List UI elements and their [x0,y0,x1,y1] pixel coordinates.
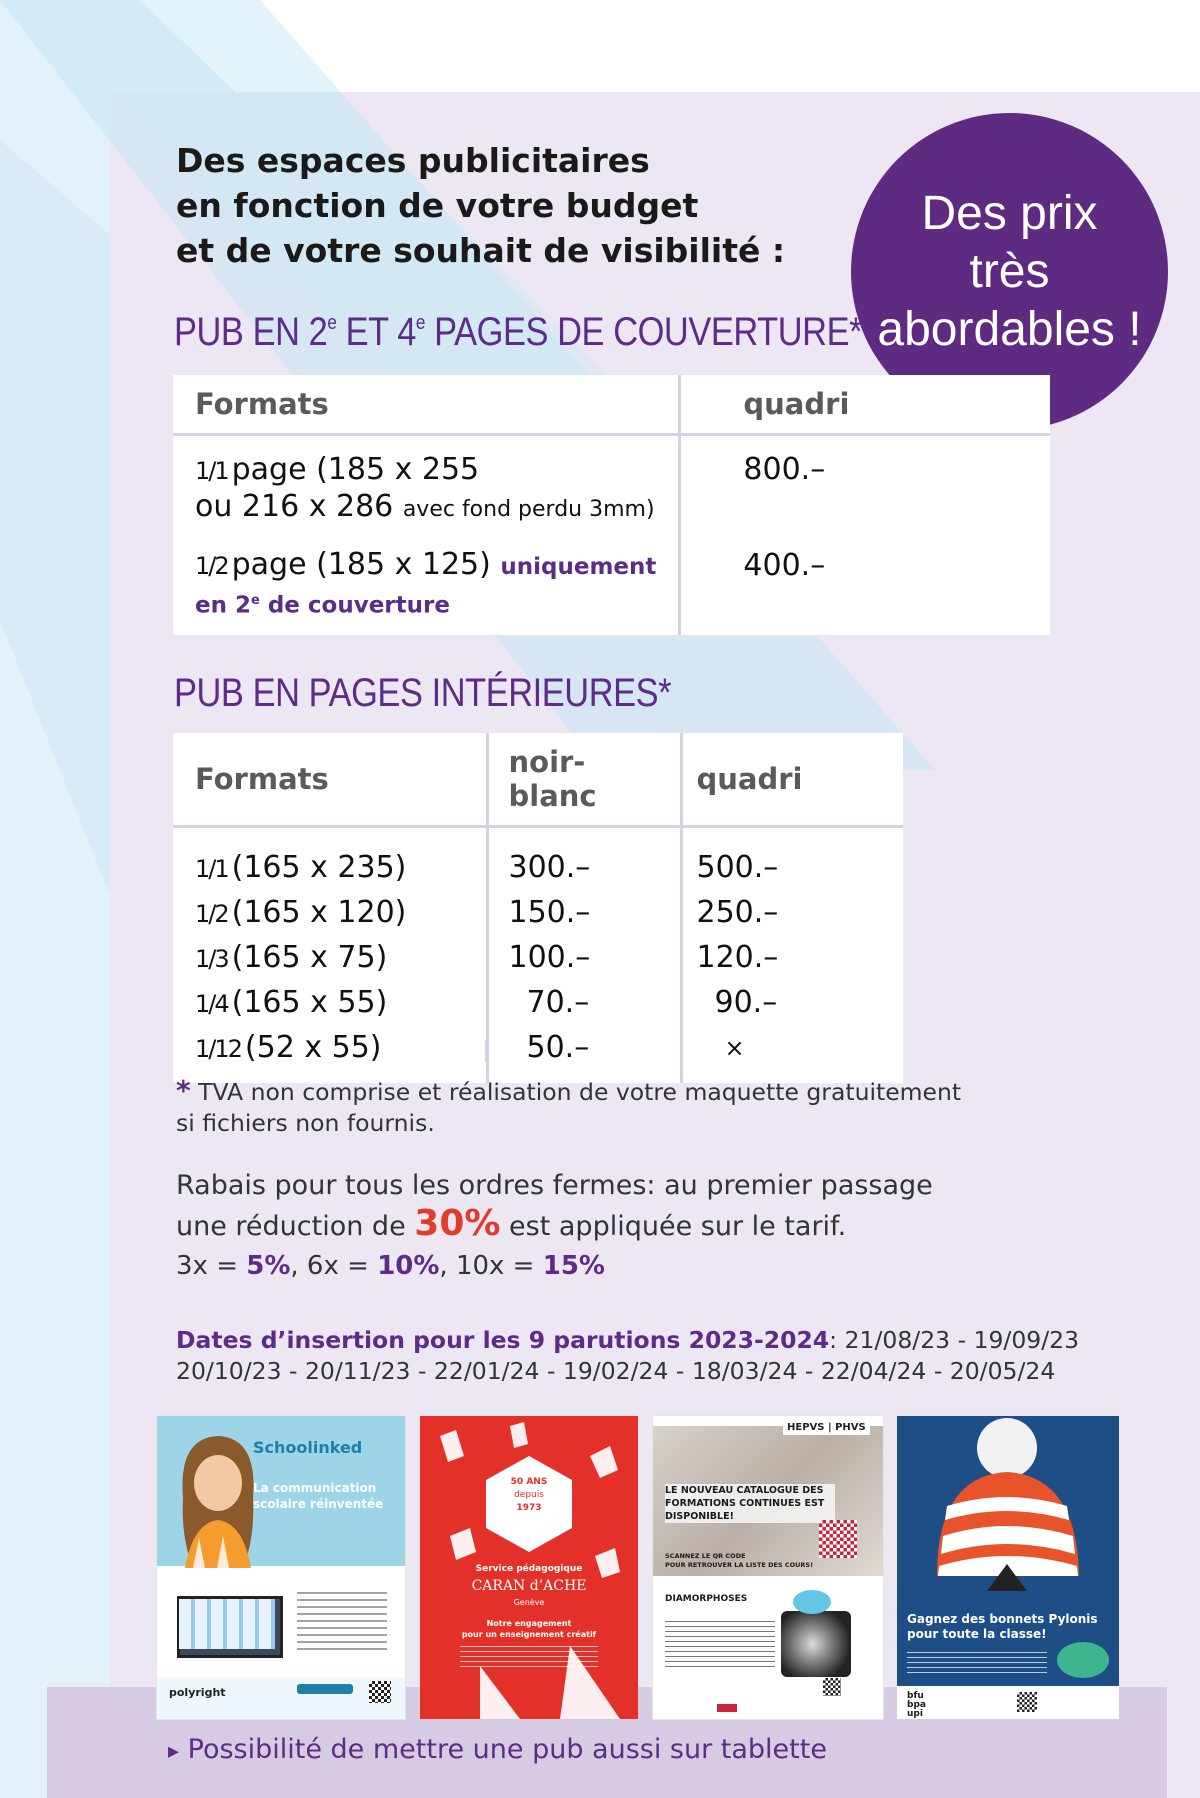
header-formats: Formats [173,733,487,827]
format-size: ou 216 x 286 [195,489,394,524]
header-formats: Formats [173,375,680,435]
title-part: PUB EN 2 [174,310,328,354]
qr-text: POUR RETROUVER LA LISTE DES COURS! [665,1561,814,1569]
table-row [173,435,1050,529]
tablet-option-link[interactable] [168,1734,827,1765]
discount-line: Rabais pour tous les ordres fermes: au premier passage [176,1170,933,1201]
asterisk: * [176,1074,191,1107]
fraction: 1/4 [195,990,228,1018]
publisher-logo [717,1704,737,1712]
bfu-headline [907,1612,1109,1642]
price-quadri: 120.– [681,936,903,981]
qr-text: SCANNEZ LE QR CODE [665,1552,746,1560]
qr-instructions [665,1552,813,1570]
header-noir-blanc: noir-blanc [487,733,681,827]
dates-label: Dates d’insertion pour les 9 parutions 2023-2024 [176,1326,830,1354]
price-noir-blanc: 300.– [487,827,681,892]
format-size: (165 x 75) [231,940,388,975]
moon-image [781,1611,851,1677]
discount-text [176,1167,1076,1246]
format-size: (52 x 55) [244,1030,382,1065]
arrow-right-icon: ▸ [168,1739,180,1764]
footnote-text: si fichiers non fournis. [176,1109,435,1137]
title-sup: e [327,312,337,334]
ad-thumbnail-schoolinked [157,1416,405,1719]
price-quadri: 250.– [681,891,903,936]
thumb-body-text [665,1621,775,1671]
anniversary-badge [490,1476,568,1515]
qr-code-icon [369,1681,391,1703]
table-row [173,528,1050,635]
format-size: (165 x 55) [231,985,388,1020]
table-rule-extension [485,1040,488,1062]
step-value: 15% [542,1251,605,1281]
qr-code-icon [1017,1692,1037,1712]
dates-text: 20/10/23 - 20/11/23 - 22/01/24 - 19/02/24 - 18/03/24 - 22/04/24 - 20/05/24 [176,1357,1056,1385]
format-note: uniquement [500,554,657,580]
headline-line: LE NOUVEAU CATALOGUE DES [665,1485,824,1496]
hep-logo: HEPVS | PHVS [783,1420,870,1435]
table-row [173,827,903,892]
format-size: page (185 x 125) [231,547,491,582]
step-label: , 6x = [290,1251,378,1281]
title-part: PAGES DE COUVERTURE* [425,310,863,354]
price-quadri: 500.– [681,827,903,892]
price-quadri: 90.– [681,981,903,1026]
format-note: de couverture [259,592,450,619]
fraction: 1/2 [195,900,228,928]
ad-thumbnail-hep [653,1416,883,1719]
service-label: Service pédagogique [475,1564,583,1574]
badge-text: 50 ANS [510,1477,548,1487]
table-row [173,891,903,936]
intro-heading [176,138,816,273]
intro-line: en fonction de votre budget [176,186,699,225]
qr-code-icon [819,1520,857,1558]
polyright-logo: polyright [169,1686,226,1699]
carandache-logo: CARAN d’ACHE [471,1578,587,1594]
step-label: , 10x = [439,1251,543,1281]
cover-rates-table [173,375,1050,635]
price-noir-blanc: 150.– [487,891,681,936]
badge-line: abordables ! [877,302,1142,356]
discount-steps [176,1251,605,1281]
table-header-row [173,733,903,827]
sticker-graphic [793,1590,831,1614]
ad-thumbnail-bfu [897,1416,1119,1719]
tagline-line: scolaire réinventée [253,1497,384,1511]
dates-text: : 21/08/23 - 19/09/23 [829,1326,1080,1354]
ad-thumbnail-carandache [420,1416,638,1719]
discount-line: une réduction de [176,1211,415,1242]
title-sup: e [415,312,426,334]
format-note: en 2 [195,592,251,619]
headline-line: FORMATIONS CONTINUES EST [665,1498,825,1509]
title-part: ET 4 [336,310,416,354]
schoolinked-logo: Schoolinked [253,1438,363,1457]
motto-line: pour un enseignement créatif [461,1630,597,1639]
badge-text: 1973 [516,1503,542,1513]
step-label: 3x = [176,1251,247,1281]
laptop-screen [179,1599,275,1649]
girl-illustration [173,1428,263,1568]
format-size: (165 x 235) [231,850,407,885]
table-row [173,981,903,1026]
discount-line: est appliquée sur le tarif. [500,1211,847,1242]
step-value: 10% [377,1251,440,1281]
badge-text: depuis [514,1490,544,1500]
headline-line: pour toute la classe! [907,1627,1047,1641]
book-title: DIAMORPHOSES [665,1594,748,1604]
interior-rates-table [173,733,903,1083]
format-size: (165 x 120) [231,895,407,930]
intro-line: Des espaces publicitaires [176,141,650,180]
interior-section-title: PUB EN PAGES INTÉRIEURES* [174,671,672,715]
price-noir-blanc: 70.– [487,981,681,1026]
header-quadri: quadri [680,375,1050,435]
headline-line: Gagnez des bonnets Pylonis [907,1612,1098,1626]
not-available-mark: × [681,1026,903,1083]
motto [420,1618,638,1640]
fraction: 1/3 [195,945,228,973]
fraction: 1/1 [195,855,228,883]
sticker-graphic [1057,1642,1109,1678]
cover-section-title [174,310,862,355]
qr-code-icon [823,1678,841,1696]
vat-footnote [176,1075,1036,1139]
table-header-row [173,375,1050,435]
price-cell: 400.– [680,528,1050,635]
bfu-logo: bfu bpa upi [907,1691,926,1719]
intro-line: et de votre souhait de visibilité : [176,231,786,270]
fraction: 1/1 [195,457,228,485]
header-quadri: quadri [681,733,903,827]
thumb-body-text [460,1646,598,1670]
thumb-body-text [297,1592,387,1652]
table-row [173,936,903,981]
discount-percent: 30% [414,1203,501,1244]
thumb-body-text [907,1652,1047,1676]
price-cell: 800.– [680,435,1050,529]
insertion-dates [176,1325,1116,1387]
hep-headline [665,1484,835,1523]
footnote-text: TVA non comprise et réalisation de votre maquette gratuitement [190,1078,962,1106]
badge-line: Des prix [921,186,1098,240]
price-noir-blanc: 100.– [487,936,681,981]
motto-line: Notre engagement [486,1619,572,1628]
badge-line: très [969,244,1050,298]
tablet-option-text: Possibilité de mettre une pub aussi sur tablette [179,1734,827,1765]
schoolinked-tagline [253,1480,383,1512]
fraction: 1/2 [195,552,228,580]
cta-button-graphic [297,1684,353,1694]
step-value: 5% [246,1251,291,1281]
note-sup: e [250,593,260,608]
format-size: page (185 x 255 [231,452,480,487]
city-label: Genève [513,1598,545,1607]
pompom-hat-illustration [897,1416,1119,1616]
format-note: avec fond perdu 3mm) [402,497,655,522]
headline-line: DISPONIBLE! [665,1511,734,1522]
price-noir-blanc: 50.– [487,1026,681,1083]
tagline-line: La communication [253,1481,377,1495]
fraction: 1/12 [195,1035,241,1063]
